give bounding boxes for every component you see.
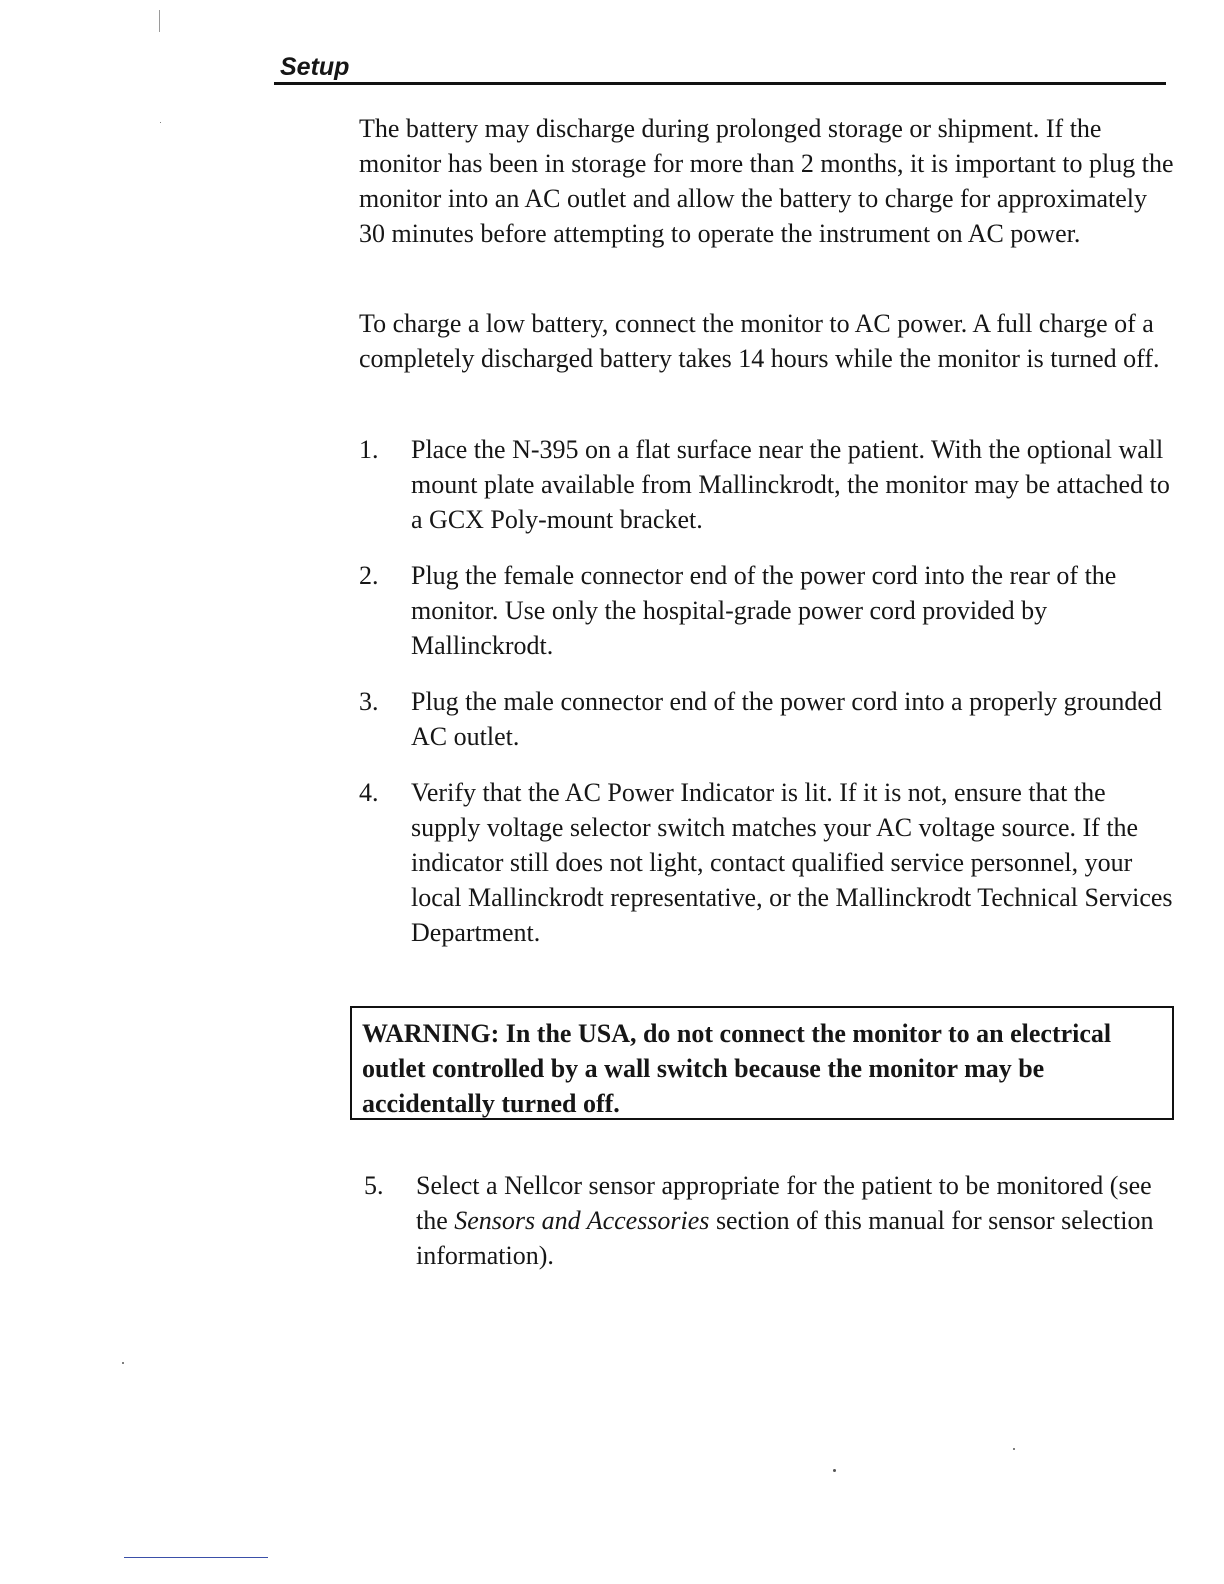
warning-text: WARNING: In the USA, do not connect the monitor to an electrical outlet controlled by a wall switch because the monitor may be accidentally turned off. [362, 1019, 1112, 1118]
warning-box [350, 1006, 1174, 1120]
step-text: Place the N-395 on a flat surface near the patient. With the optional wall mount plate available from Mallinckrodt, the monitor may be attached to a GCX Poly-mount bracket. [411, 435, 1170, 534]
step-number: 4. [359, 778, 379, 807]
step-number: 1. [359, 435, 379, 464]
footer-rule [124, 1557, 268, 1558]
step-text: Verify that the AC Power Indicator is lit. If it is not, ensure that the supply voltage selector switch matches your AC voltage source. If the indicator still does not light, contact qualified service personnel, your local Mallinckrodt representative, or the Mallinckrodt Technical Services Department. [411, 778, 1173, 947]
header-rule [274, 82, 1166, 85]
scan-speck [833, 1469, 836, 1472]
intro-paragraph-1: The battery may discharge during prolonged storage or shipment. If the monitor has been in storage for more than 2 months, it is important to plug the monitor into an AC outlet and allow the battery to charge for approximately 30 minutes before attempting to operate the instrument on AC power. [359, 114, 1174, 248]
list-item-step-2 [359, 558, 1179, 663]
page-header-title: Setup [280, 53, 350, 81]
step-5-text-before: Select a Nellcor sensor appropriate for the patient to be monitored (see the [416, 1171, 1152, 1235]
step-text [416, 1168, 1184, 1273]
sensors-and-accessories-reference: Sensors and Accessories [454, 1206, 710, 1235]
step-5-text-after: section of this manual for sensor selection information). [416, 1206, 1154, 1270]
step-number: 2. [359, 561, 379, 590]
scan-speck [160, 122, 161, 123]
intro-paragraph-2: To charge a low battery, connect the monitor to AC power. A full charge of a completely discharged battery takes 14 hours while the monitor is turned off. [359, 309, 1160, 373]
scan-speck [122, 1362, 124, 1364]
step-number: 3. [359, 687, 379, 716]
step-text: Plug the female connector end of the power cord into the rear of the monitor. Use only the hospital-grade power cord provided by Mallinckrodt. [411, 561, 1117, 660]
scan-speck [1013, 1448, 1015, 1450]
step-text: Plug the male connector end of the power cord into a properly grounded AC outlet. [411, 687, 1162, 751]
list-item-step-3 [359, 684, 1179, 754]
list-item-step-1 [359, 432, 1179, 537]
scan-mark [159, 10, 160, 32]
list-item-step-5 [364, 1168, 1184, 1273]
list-item-step-4 [359, 775, 1179, 950]
step-number: 5. [364, 1171, 384, 1200]
